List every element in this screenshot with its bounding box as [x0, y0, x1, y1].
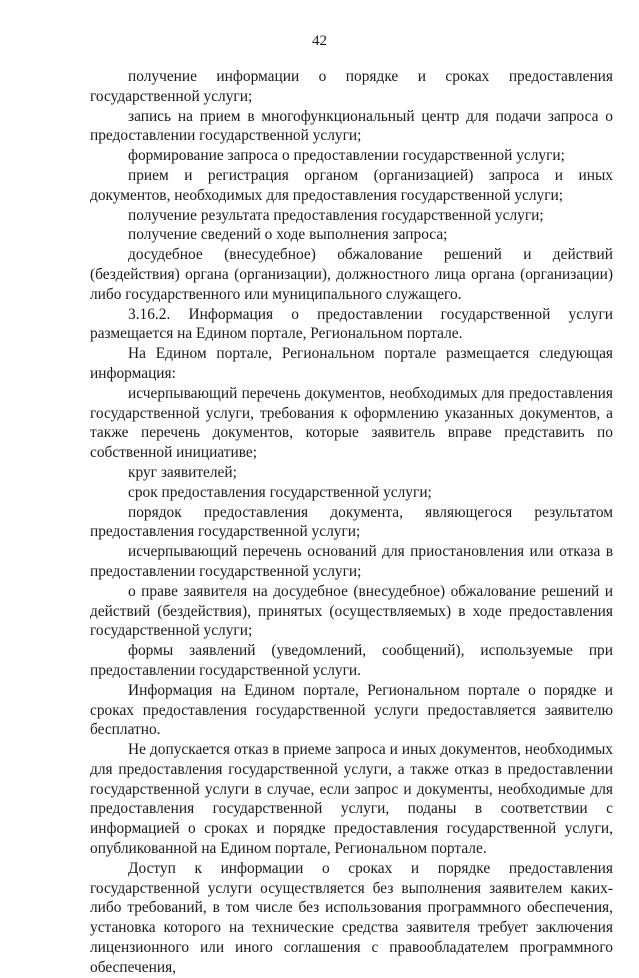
paragraph: исчерпывающий перечень оснований для приостановления или отказа в предоставлении государственной услуги; — [90, 543, 613, 580]
paragraph: о праве заявителя на досудебное (внесудебное) обжалование решений и действий (бездействия), принятых (осуществляемых) в ходе предоставления государственной услуги; — [90, 582, 613, 640]
paragraph: прием и регистрация органом (организацией) запроса и иных документов, необходимых для предоставления государственной услуги; — [90, 166, 613, 204]
page-number: 42 — [312, 33, 327, 49]
paragraph: получение информации о порядке и сроках предоставления государственной услуги; — [90, 68, 613, 105]
paragraph: Не допускается отказ в приеме запроса и иных документов, необходимых для предоставления государственной услуги, а также отказ в предоставлении государственной услуги в случае, если запрос и документы, необходимые для предоставления государственной услуги, поданы в соответствии с информацией о сроках и порядке предоставления государственной услуги, опубликованной на Едином портале, Региональном портале. — [90, 741, 613, 858]
paragraph: На Едином портале, Региональном портале размещается следующая информация: — [90, 345, 613, 382]
paragraph: Доступ к информации о сроках и порядке предоставления государственной услуги осуществляется без выполнения заявителем каких-либо требований, в том числе без использования программного обеспечения, установка которого на технические средства заявителя требует заключения лицензионного или иного соглашения с правообладателем программного обеспечения, — [90, 859, 613, 976]
paragraph: получение результата предоставления государственной услуги; — [128, 206, 544, 224]
paragraph: порядок предоставления документа, являющегося результатом предоставления государственной услуги; — [90, 503, 613, 541]
section-paragraph: 3.16.2. Информация о предоставлении государственной услуги размещается на Едином портале, Региональном портале. — [90, 305, 613, 343]
paragraph: формирование запроса о предоставлении государственной услуги; — [128, 147, 565, 165]
paragraph: исчерпывающий перечень документов, необходимых для предоставления государственной услуги, требования к оформлению указанных документов, а также перечень документов, которые заявитель вправе представить по собственной инициативе; — [90, 384, 613, 462]
paragraph: срок предоставления государственной услуги; — [128, 483, 432, 501]
paragraph: круг заявителей; — [128, 463, 237, 481]
paragraph: получение сведений о ходе выполнения запроса; — [128, 226, 448, 244]
paragraph: запись на прием в многофункциональный центр для подачи запроса о предоставлении государственной услуги; — [90, 107, 613, 145]
paragraph: Информация на Едином портале, Региональном портале о порядке и сроках предоставления государственной услуги предоставляется заявителю бесплатно. — [90, 681, 613, 739]
paragraph: досудебное (внесудебное) обжалование решений и действий (бездействия) органа (организации), должностного лица органа (организации) либо государственного или муниципального служащего. — [90, 246, 613, 303]
document-body — [90, 67, 613, 978]
paragraph: формы заявлений (уведомлений, сообщений), используемые при предоставлении государственной услуги. — [90, 642, 613, 679]
